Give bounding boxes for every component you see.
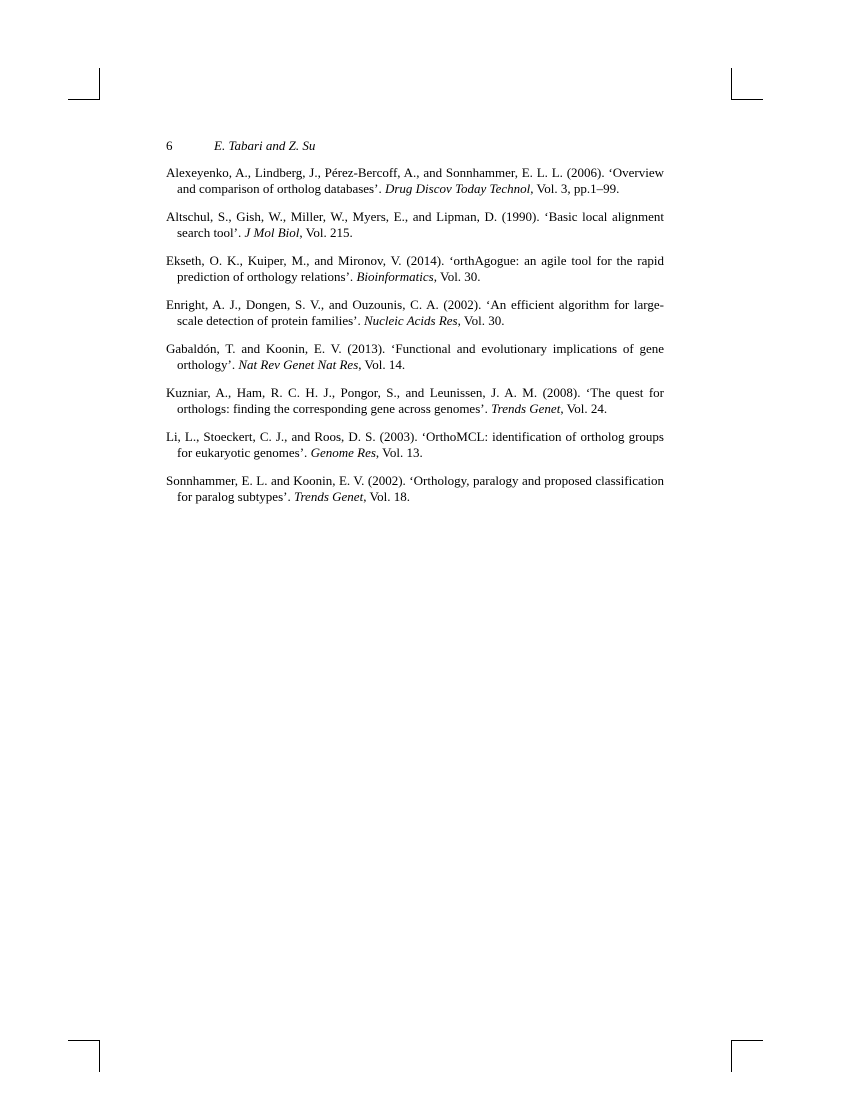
reference-text: Li, L., Stoeckert, C. J., and Roos, D. S. (2003). ‘OrthoMCL: identification of ortholog groups for eukaryotic genomes’. [166, 429, 664, 460]
reference-item [166, 429, 664, 461]
reference-journal: J Mol Biol [244, 225, 300, 240]
crop-mark-bottom-left-horizontal [68, 1040, 100, 1041]
reference-text: Sonnhammer, E. L. and Koonin, E. V. (2002). ‘Orthology, paralogy and proposed classification for paralog subtypes’. [166, 473, 664, 504]
reference-text: Ekseth, O. K., Kuiper, M., and Mironov, V. (2014). ‘orthAgogue: an agile tool for the rapid prediction of orthology relations’. [166, 253, 664, 284]
reference-text: Kuzniar, A., Ham, R. C. H. J., Pongor, S., and Leunissen, J. A. M. (2008). ‘The quest for orthologs: finding the corresponding gene across genomes’. [166, 385, 664, 416]
reference-volume: , Vol. 18. [363, 489, 411, 504]
crop-mark-top-left-vertical [99, 68, 100, 100]
reference-volume: , Vol. 24. [560, 401, 608, 416]
reference-journal: Trends Genet [491, 401, 561, 416]
reference-item [166, 209, 664, 241]
reference-list [166, 165, 664, 517]
reference-volume: , Vol. 215. [299, 225, 353, 240]
reference-item [166, 473, 664, 505]
reference-item [166, 253, 664, 285]
crop-mark-top-left-horizontal [68, 99, 100, 100]
running-head-authors: E. Tabari and Z. Su [214, 138, 316, 153]
reference-journal: Bioinformatics [356, 269, 434, 284]
reference-volume: , Vol. 30. [457, 313, 505, 328]
reference-volume: , Vol. 30. [433, 269, 481, 284]
reference-item [166, 341, 664, 373]
crop-mark-bottom-right-horizontal [731, 1040, 763, 1041]
reference-item [166, 297, 664, 329]
reference-text: Alexeyenko, A., Lindberg, J., Pérez-Bercoff, A., and Sonnhammer, E. L. L. (2006). ‘Overview and comparison of ortholog databases’. [166, 165, 664, 196]
reference-text: Gabaldón, T. and Koonin, E. V. (2013). ‘Functional and evolutionary implications of gene orthology’. [166, 341, 664, 372]
reference-item [166, 165, 664, 197]
reference-journal: Nat Rev Genet Nat Res [238, 357, 359, 372]
reference-text: Enright, A. J., Dongen, S. V., and Ouzounis, C. A. (2002). ‘An efficient algorithm for large-scale detection of protein families’. [166, 297, 664, 328]
reference-journal: Drug Discov Today Technol [384, 181, 531, 196]
reference-volume: , Vol. 13. [375, 445, 423, 460]
reference-volume: , Vol. 3, pp.1–99. [530, 181, 620, 196]
reference-journal: Nucleic Acids Res [363, 313, 458, 328]
page-number: 6 [166, 138, 173, 153]
crop-mark-bottom-right-vertical [731, 1040, 732, 1072]
reference-journal: Genome Res [310, 445, 376, 460]
reference-volume: , Vol. 14. [358, 357, 406, 372]
crop-mark-top-right-vertical [731, 68, 732, 100]
running-head [166, 138, 315, 154]
reference-journal: Trends Genet [293, 489, 364, 504]
reference-text: Altschul, S., Gish, W., Miller, W., Myers, E., and Lipman, D. (1990). ‘Basic local alignment search tool’. [166, 209, 664, 240]
crop-mark-top-right-horizontal [731, 99, 763, 100]
crop-mark-bottom-left-vertical [99, 1040, 100, 1072]
reference-item [166, 385, 664, 417]
